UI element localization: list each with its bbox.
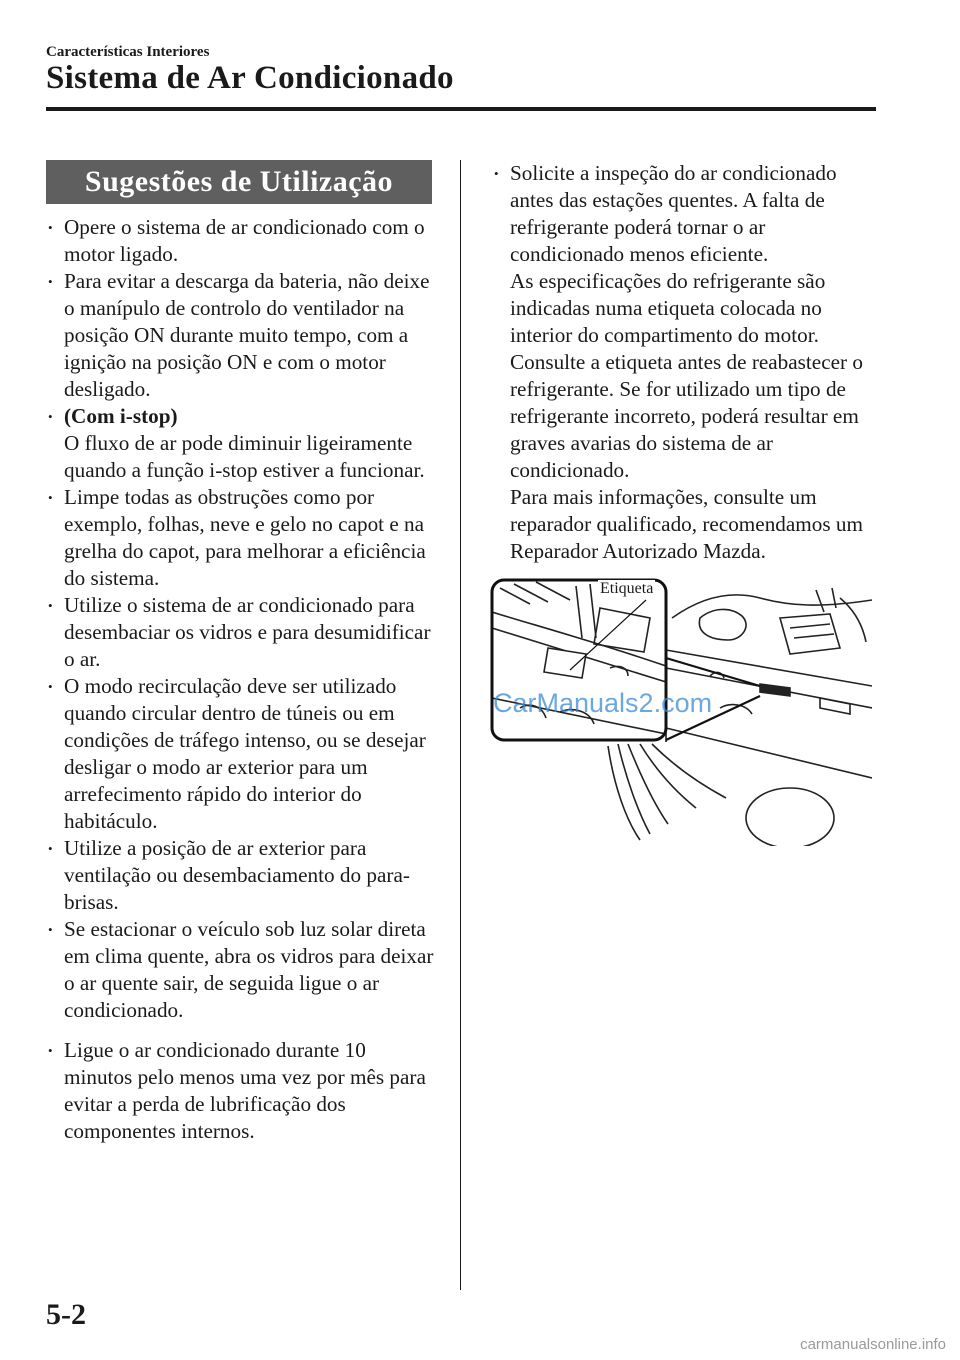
list-item-text: Limpe todas as obstruções como por exemplo, folhas, neve e gelo no capot e na grelha do capot, para melhorar a eficiência do sistema.	[64, 485, 426, 590]
list-item	[46, 268, 438, 403]
list-item-text: Opere o sistema de ar condicionado com o motor ligado.	[64, 215, 425, 266]
list-item	[46, 592, 438, 673]
page-title: Sistema de Ar Condicionado	[46, 60, 454, 96]
footer-site: carmanualsonline.info	[800, 1336, 946, 1353]
list-item-text: Para mais informações, consulte um reparador qualificado, recomendamos um Reparador Autorizado Mazda.	[510, 485, 863, 563]
page-number: 5-2	[46, 1298, 86, 1331]
section-banner: Sugestões de Utilização	[46, 160, 432, 204]
list-item-tag: • (Com i-stop)	[64, 404, 178, 428]
right-bullet-list	[492, 160, 878, 565]
engine-bay-figure	[490, 578, 872, 846]
label-callout: Etiqueta	[600, 580, 654, 597]
list-item	[46, 673, 438, 835]
section-label: Características Interiores	[46, 44, 210, 60]
list-item-text: Utilize o sistema de ar condicionado para desembaciar os vidros e para desumidificar o ar.	[64, 593, 431, 671]
list-item	[46, 1037, 438, 1145]
left-bullet-list	[46, 214, 438, 1145]
list-item	[46, 403, 438, 484]
column-divider	[460, 160, 461, 1290]
list-item-text: Ligue o ar condicionado durante 10 minutos pelo menos uma vez por mês para evitar a perda de lubrificação dos componentes internos.	[64, 1038, 426, 1143]
list-item-text: O fluxo de ar pode diminuir ligeiramente quando a função i-stop estiver a funcionar.	[64, 431, 425, 482]
list-item-text: Para evitar a descarga da bateria, não deixe o manípulo de controlo do ventilador na posição ON durante muito tempo, com a ignição na posição ON e com o motor desligado.	[64, 269, 430, 401]
watermark: CarManuals2.com	[493, 688, 713, 718]
header-rule	[46, 107, 876, 111]
list-item	[492, 160, 878, 565]
list-item-text: Se estacionar o veículo sob luz solar direta em clima quente, abra os vidros para deixar o ar quente sair, de seguida ligue o ar condicionado.	[64, 917, 434, 1022]
list-item	[46, 214, 438, 268]
list-item-text: Utilize a posição de ar exterior para ventilação ou desembaciamento do para-brisas.	[64, 836, 410, 914]
list-item-text: O modo recirculação deve ser utilizado quando circular dentro de túneis ou em condições de tráfego intenso, ou se desejar desligar o modo ar exterior para um arrefecimento rápido do interior do habitáculo.	[64, 674, 426, 833]
list-item	[46, 835, 438, 916]
list-item-text: • Solicite a inspeção do ar condicionado antes das estações quentes. A falta de refrigerante poderá tornar o ar condicionado menos eficiente.	[510, 161, 837, 266]
list-item	[46, 484, 438, 592]
list-item-text: As especificações do refrigerante são indicadas numa etiqueta colocada no interior do compartimento do motor. Consulte a etiqueta antes de reabastecer o refrigerante. Se for utilizado um tipo de refrigerante incorreto, poderá resultar em graves avarias do sistema de ar condicionado.	[510, 269, 863, 482]
list-item	[46, 916, 438, 1024]
